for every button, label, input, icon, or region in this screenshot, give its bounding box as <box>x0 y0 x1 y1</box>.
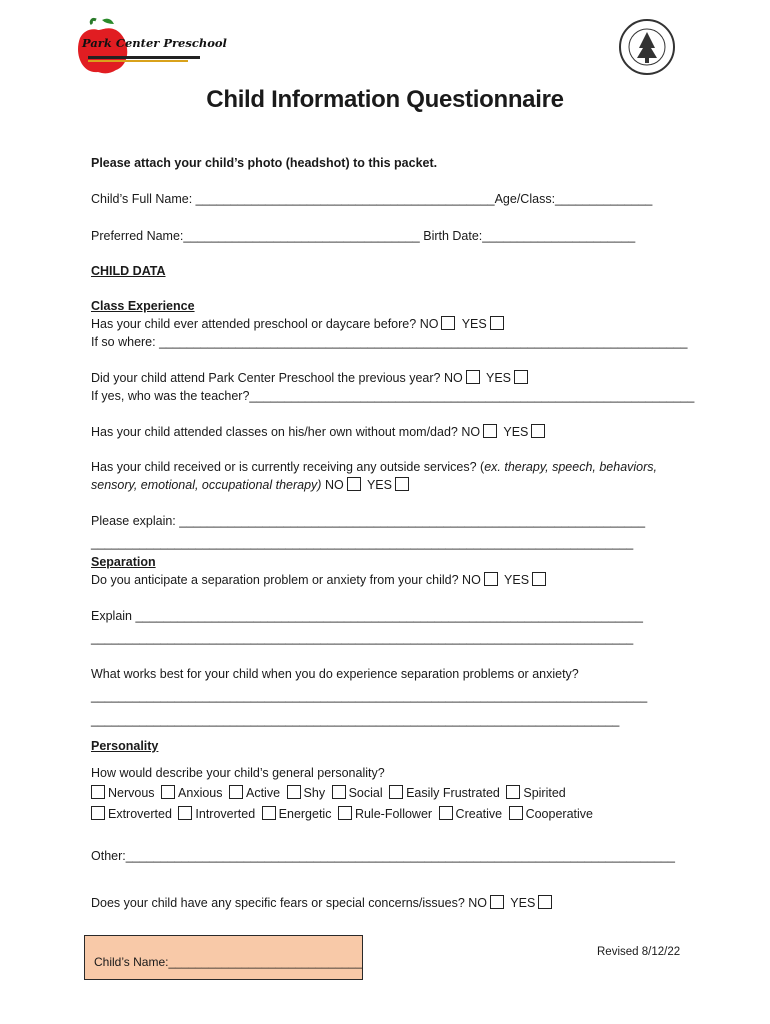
what-works-line-2[interactable]: ____________________________________________________________________________ <box>91 713 620 727</box>
separation-explain-line[interactable]: Explain _________________________________________________________________________ <box>91 609 643 623</box>
district-seal-text <box>618 18 619 19</box>
yes-label: YES <box>510 896 536 910</box>
yes-label: YES <box>503 425 529 439</box>
trait-checkbox[interactable] <box>338 806 352 820</box>
no-label: NO <box>443 371 463 385</box>
trait-label: Creative <box>455 807 503 821</box>
question-text: Did your child attend Park Center Preschool the previous year? <box>91 371 441 385</box>
no-label: NO <box>462 573 481 587</box>
trait-label: Spirited <box>523 786 566 800</box>
services-examples: ex. therapy, speech, behaviors, <box>484 460 658 474</box>
yes-label: YES <box>366 478 392 492</box>
child-data-heading: CHILD DATA <box>91 264 166 278</box>
preferred-name-line[interactable]: Preferred Name:__________________________________ Birth Date:______________________ <box>91 229 636 243</box>
revised-date: Revised 8/12/22 <box>597 946 681 958</box>
trait-checkbox[interactable] <box>91 806 105 820</box>
question-attended-preschool <box>91 316 507 332</box>
question-fears <box>91 895 555 911</box>
page-title: Child Information Questionnaire <box>206 86 564 113</box>
yes-checkbox[interactable] <box>395 477 409 491</box>
photo-note: Please attach your child’s photo (headshot) to this packet. <box>91 156 438 170</box>
trait-label: Extroverted <box>108 807 172 821</box>
yes-checkbox[interactable] <box>514 370 528 384</box>
services-explain-line-2[interactable]: ______________________________________________________________________________ <box>91 536 634 550</box>
trait-checkbox[interactable] <box>509 806 523 820</box>
no-label: NO <box>419 317 439 331</box>
no-checkbox[interactable] <box>441 316 455 330</box>
no-checkbox[interactable] <box>490 895 504 909</box>
yes-checkbox[interactable] <box>532 572 546 586</box>
separation-heading: Separation <box>91 555 156 569</box>
separation-explain-line-2[interactable]: ______________________________________________________________________________ <box>91 631 634 645</box>
trait-label: Active <box>246 786 281 800</box>
class-experience-heading: Class Experience <box>91 299 195 313</box>
services-examples-cont: sensory, emotional, occupational therapy) <box>91 478 322 492</box>
trait-label: Cooperative <box>525 807 593 821</box>
no-label: NO <box>461 425 481 439</box>
full-name-line[interactable]: Child’s Full Name: ___________________________________________Age/Class:______________ <box>91 192 653 206</box>
yes-checkbox[interactable] <box>538 895 552 909</box>
trait-checkbox[interactable] <box>161 785 175 799</box>
trait-label: Introverted <box>195 807 256 821</box>
attended-where-line[interactable]: If so where: ____________________________________________________________________________ <box>91 335 688 349</box>
yes-checkbox[interactable] <box>490 316 504 330</box>
no-label: NO <box>324 478 344 492</box>
what-works-line-1[interactable]: ________________________________________________________________________________ <box>91 689 648 703</box>
no-checkbox[interactable] <box>466 370 480 384</box>
question-text: Has your child received or is currently receiving any outside services? ( <box>91 460 485 474</box>
trait-checkbox[interactable] <box>389 785 403 799</box>
trait-checkbox[interactable] <box>439 806 453 820</box>
no-checkbox[interactable] <box>484 572 498 586</box>
trait-checkbox[interactable] <box>229 785 243 799</box>
personality-row-1 <box>88 785 566 801</box>
trait-label: Anxious <box>178 786 223 800</box>
trait-checkbox[interactable] <box>332 785 346 799</box>
trait-label: Nervous <box>108 786 155 800</box>
trait-label: Rule-Follower <box>354 807 433 821</box>
question-outside-services-cont <box>91 477 412 493</box>
childs-name-label: Child’s Name:_____________________________ <box>94 955 363 969</box>
question-without-parent <box>91 424 548 440</box>
no-checkbox[interactable] <box>347 477 361 491</box>
trait-checkbox[interactable] <box>506 785 520 799</box>
childs-name-box[interactable] <box>84 935 363 980</box>
question-text: Has your child attended classes on his/her own without mom/dad? <box>91 425 458 439</box>
trait-checkbox[interactable] <box>178 806 192 820</box>
trait-label: Shy <box>303 786 326 800</box>
question-text: Has your child ever attended preschool or daycare before? <box>91 317 417 331</box>
school-logo-text: Park Center Preschool <box>82 36 227 50</box>
yes-label: YES <box>461 317 487 331</box>
school-logo <box>72 16 227 76</box>
question-text: Do you anticipate a separation problem or anxiety from your child? <box>91 573 459 587</box>
trait-label: Easily Frustrated <box>406 786 500 800</box>
question-previous-year <box>91 370 531 386</box>
trait-checkbox[interactable] <box>287 785 301 799</box>
district-seal <box>618 18 676 76</box>
teacher-line[interactable]: If yes, who was the teacher?________________________________________________________________ <box>91 389 695 403</box>
other-line[interactable]: Other:_______________________________________________________________________________ <box>91 849 675 863</box>
trait-checkbox[interactable] <box>91 785 105 799</box>
question-separation <box>91 572 549 588</box>
trait-label: Energetic <box>278 807 332 821</box>
no-checkbox[interactable] <box>483 424 497 438</box>
services-explain-line[interactable]: Please explain: ___________________________________________________________________ <box>91 514 646 528</box>
no-label: NO <box>468 896 488 910</box>
question-outside-services <box>91 459 657 475</box>
personality-question: How would describe your child’s general personality? <box>91 766 385 780</box>
question-what-works: What works best for your child when you do experience separation problems or anxiety? <box>91 667 579 681</box>
yes-label: YES <box>504 573 530 587</box>
yes-checkbox[interactable] <box>531 424 545 438</box>
trait-label: Social <box>348 786 383 800</box>
question-text: Does your child have any specific fears or special concerns/issues? <box>91 896 465 910</box>
personality-heading: Personality <box>91 739 159 753</box>
personality-row-2 <box>88 806 593 822</box>
trait-checkbox[interactable] <box>262 806 276 820</box>
yes-label: YES <box>485 371 511 385</box>
